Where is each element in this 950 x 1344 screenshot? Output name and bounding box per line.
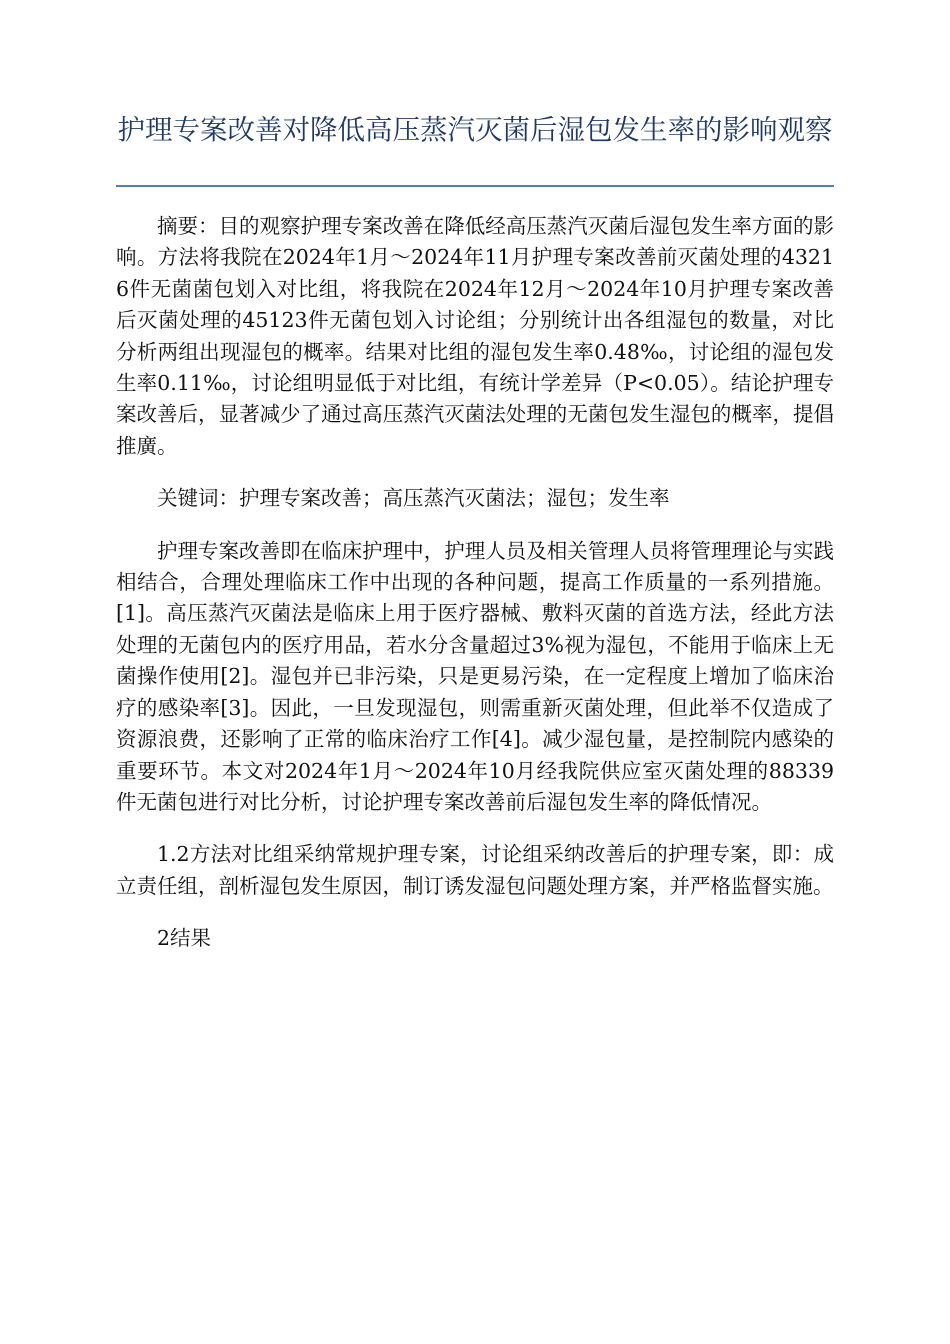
document-body <box>116 211 834 976</box>
abstract-paragraph: 摘要：目的观察护理专案改善在降低经高压蒸汽灭菌后湿包发生率方面的影响。方法将我院在2024年1月～2024年11月护理专案改善前灭菌处理的43216件无菌菌包划入对比组，将我院在2024年12月～2024年10月护理专案改善后灭菌处理的45123件无菌包划入讨论组；分别统计出各组湿包的数量，对比分析两组出现湿包的概率。结果对比组的湿包发生率0.48‰，讨论组的湿包发生率0.11‰，讨论组明显低于对比组，有统计学差异（P<0.05）。结论护理专案改善后，显著减少了通过高压蒸汽灭菌法处理的无菌包发生湿包的概率，提倡推廣。 <box>116 214 834 458</box>
keywords-paragraph: 关键词：护理专案改善；高压蒸汽灭菌法；湿包；发生率 <box>157 486 670 511</box>
document-title: 护理专案改善对降低高压蒸汽灭菌后湿包发生率的影响观察 <box>117 114 833 146</box>
results-heading: 2结果 <box>157 926 212 951</box>
title-underline-divider <box>116 185 834 187</box>
methods-paragraph: 1.2方法对比组采纳常规护理专案，讨论组采纳改善后的护理专案，即：成立责任组，剖析湿包发生原因，制订诱发湿包问题处理方案，并严格监督实施。 <box>116 842 834 898</box>
introduction-paragraph: 护理专案改善即在临床护理中，护理人员及相关管理人员将管理理论与实践相结合，合理处理临床工作中出现的各种问题，提高工作质量的一系列措施。[1]。高压蒸汽灭菌法是临床上用于医疗器械、敷料灭菌的首选方法，经此方法处理的无菌包内的医疗用品，若水分含量超过3%视为湿包，不能用于临床上无菌操作使用[2]。湿包并已非污染，只是更易污染，在一定程度上增加了临床治疗的感染率[3]。因此，一旦发现湿包，则需重新灭菌处理，但此举不仅造成了资源浪费，还影响了正常的临床治疗工作[4]。减少湿包量，是控制院内感染的重要环节。本文对2024年1月～2024年10月经我院供应室灭菌处理的88339件无菌包进行对比分析，讨论护理专案改善前后湿包发生率的降低情况。 <box>116 538 834 814</box>
